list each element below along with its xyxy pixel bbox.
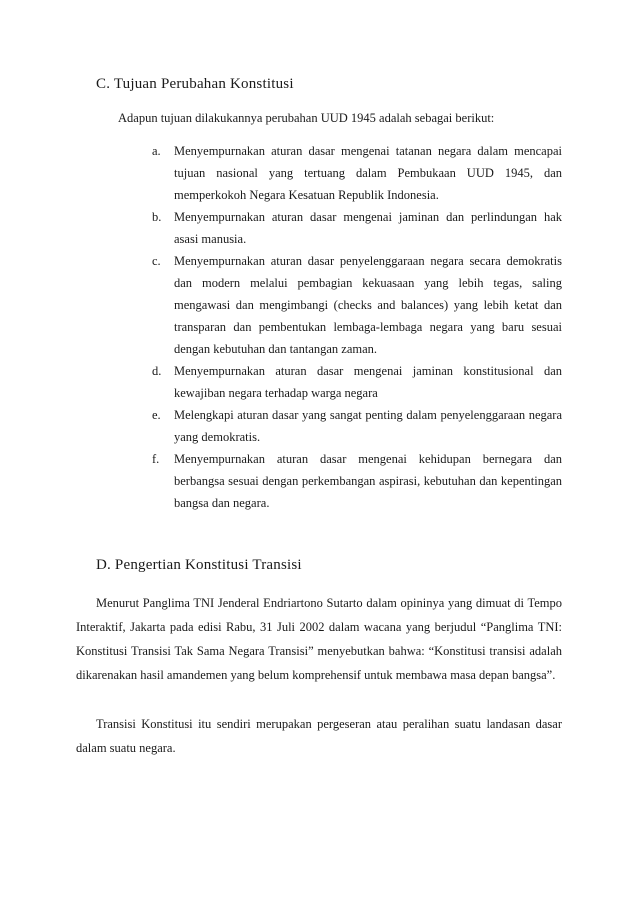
section-c-heading: C. Tujuan Perubahan Konstitusi [96, 76, 294, 92]
section-c-intro: Adapun tujuan dilakukannya perubahan UUD 1945 adalah sebagai berikut: [118, 111, 495, 125]
list-item-marker: a. [152, 144, 161, 158]
list-item-text: Menyempurnakan aturan dasar mengenai jaminan dan perlindungan hak asasi manusia. [174, 210, 562, 246]
list-item-text: Menyempurnakan aturan dasar mengenai jaminan konstitusional dan kewajiban negara terhadap warga negara [174, 364, 562, 400]
list-item [152, 206, 562, 250]
list-item-text: Melengkapi aturan dasar yang sangat penting dalam penyelenggaraan negara yang demokratis. [174, 408, 562, 444]
list-item [152, 360, 562, 404]
list-item-marker: c. [152, 254, 161, 268]
list-item [152, 448, 562, 514]
list-item-text: Menyempurnakan aturan dasar penyelenggaraan negara secara demokratis dan modern melalui pembagian kekuasaan yang lebih tegas, saling mengawasi dan mengimbangi (checks and balances) yang lebih ketat dan transparan dan pembentukan lembaga-lembaga negara yang baru sesuai dengan kebutuhan dan tantangan zaman. [174, 254, 562, 356]
list-item [152, 404, 562, 448]
objectives-list [152, 140, 562, 514]
list-item-marker: d. [152, 364, 162, 378]
list-item [152, 250, 562, 360]
list-item-text: Menyempurnakan aturan dasar mengenai tatanan negara dalam mencapai tujuan nasional yang tertuang dalam Pembukaan UUD 1945, dan memperkokoh Negara Kesatuan Republik Indonesia. [174, 144, 562, 202]
list-item-marker: e. [152, 408, 161, 422]
section-d-paragraph: Transisi Konstitusi itu sendiri merupakan pergeseran atau peralihan suatu landasan dasar dalam suatu negara. [76, 717, 562, 755]
list-item-marker: f. [152, 452, 160, 466]
section-d-heading: D. Pengertian Konstitusi Transisi [96, 557, 302, 573]
section-d-paragraph: Menurut Panglima TNI Jenderal Endriartono Sutarto dalam opininya yang dimuat di Tempo Interaktif, Jakarta pada edisi Rabu, 31 Juli 2002 dalam wacana yang berjudul “Panglima TNI: Konstitusi Transisi Tak Sama Negara Transisi” menyebutkan bahwa: “Konstitusi transisi adalah dikarenakan hasil amandemen yang belum komprehensif untuk membawa masa depan bangsa”. [76, 596, 562, 682]
list-item-marker: b. [152, 210, 162, 224]
list-item [152, 140, 562, 206]
list-item-text: Menyempurnakan aturan dasar mengenai kehidupan bernegara dan berbangsa sesuai dengan perkembangan aspirasi, kebutuhan dan kepentingan bangsa dan negara. [174, 452, 562, 510]
